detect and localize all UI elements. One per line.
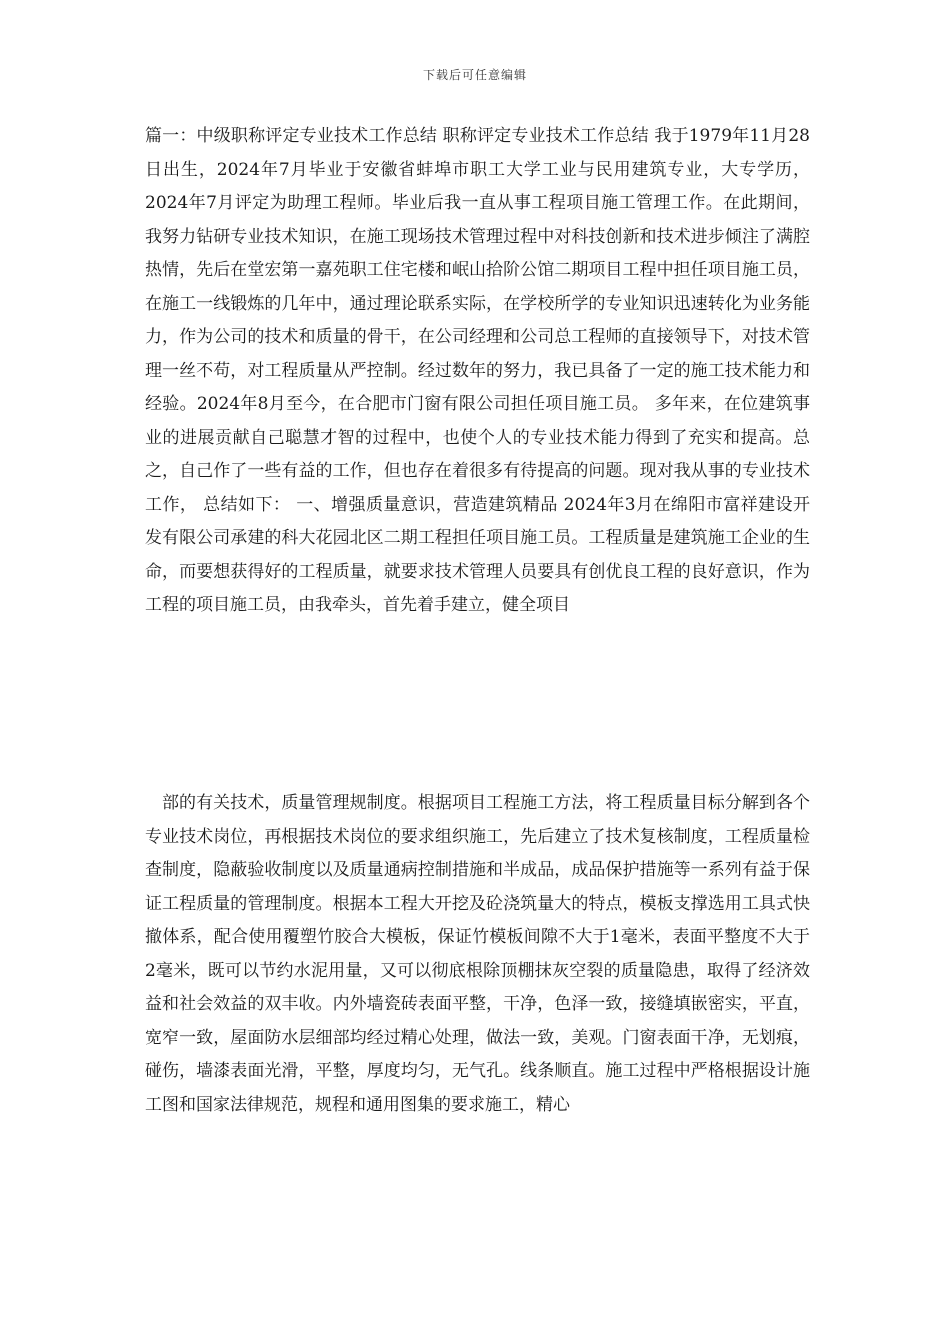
paragraph-1: 篇一：中级职称评定专业技术工作总结 职称评定专业技术工作总结 我于1979年11月28日出生，2024年7月毕业于安徽省蚌埠市职工大学工业与民用建筑专业，大专学历，2024年7月评定为助理工程师。毕业后我一直从事工程项目施工管理工作。在此期间，我努力钻研专业技术知识，在施工现场技术管理过程中对科技创新和技术进步倾注了满腔热情，先后在堂宏第一嘉苑职工住宅楼和岷山拾阶公馆二期项目工程中担任项目施工员，在施工一线锻炼的几年中，通过理论联系实际，在学校所学的专业知识迅速转化为业务能力，作为公司的技术和质量的骨干，在公司经理和公司总工程师的直接领导下，对技术管理一丝不苟，对工程质量从严控制。经过数年的努力，我已具备了一定的施工技术能力和经验。2024年8月至今，在合肥市门窗有限公司担任项目施工员。 多年来，在位建筑事业的进展贡献自己聪慧才智的过程中，也使个人的专业技术能力得到了充实和提高。总之，自己作了一些有益的工作，但也存在着很多有待提高的问题。现对我从事的专业技术工作， 总结如下： 一、增强质量意识，营造建筑精品 2024年3月在绵阳市富祥建设开发有限公司承建的科大花园北区二期工程担任项目施工员。工程质量是建筑施工企业的生命，而要想获得好的工程质量，就要求技术管理人员要具有创优良工程的良好意识，作为工程的项目施工员，由我牵头，首先着手建立，健全项目 — [145, 126, 810, 615]
paragraph-2: 部的有关技术，质量管理规制度。根据项目工程施工方法，将工程质量目标分解到各个专业技术岗位，再根据技术岗位的要求组织施工，先后建立了技术复核制度，工程质量检查制度，隐蔽验收制度以及质量通病控制措施和半成品，成品保护措施等一系列有益于保证工程质量的管理制度。根据本工程大开挖及砼浇筑量大的特点，模板支撑选用工具式快撤体系，配合使用覆塑竹胶合大模板，保证竹模板间隙不大于1毫米，表面平整度不大于2毫米，既可以节约水泥用量，又可以彻底根除顶棚抹灰空裂的质量隐患，取得了经济效益和社会效益的双丰收。内外墙瓷砖表面平整，干净，色泽一致，接缝填嵌密实，平直，宽窄一致，屋面防水层细部均经过精心处理，做法一致，美观。门窗表面干净，无划痕，碰伤，墙漆表面光滑，平整，厚度均匀，无气孔。线条顺直。施工过程中严格根据设计施工图和国家法律规范，规程和通用图集的要求施工，精心 — [145, 793, 810, 1115]
download-note: 下载后可任意编辑 — [422, 68, 527, 82]
